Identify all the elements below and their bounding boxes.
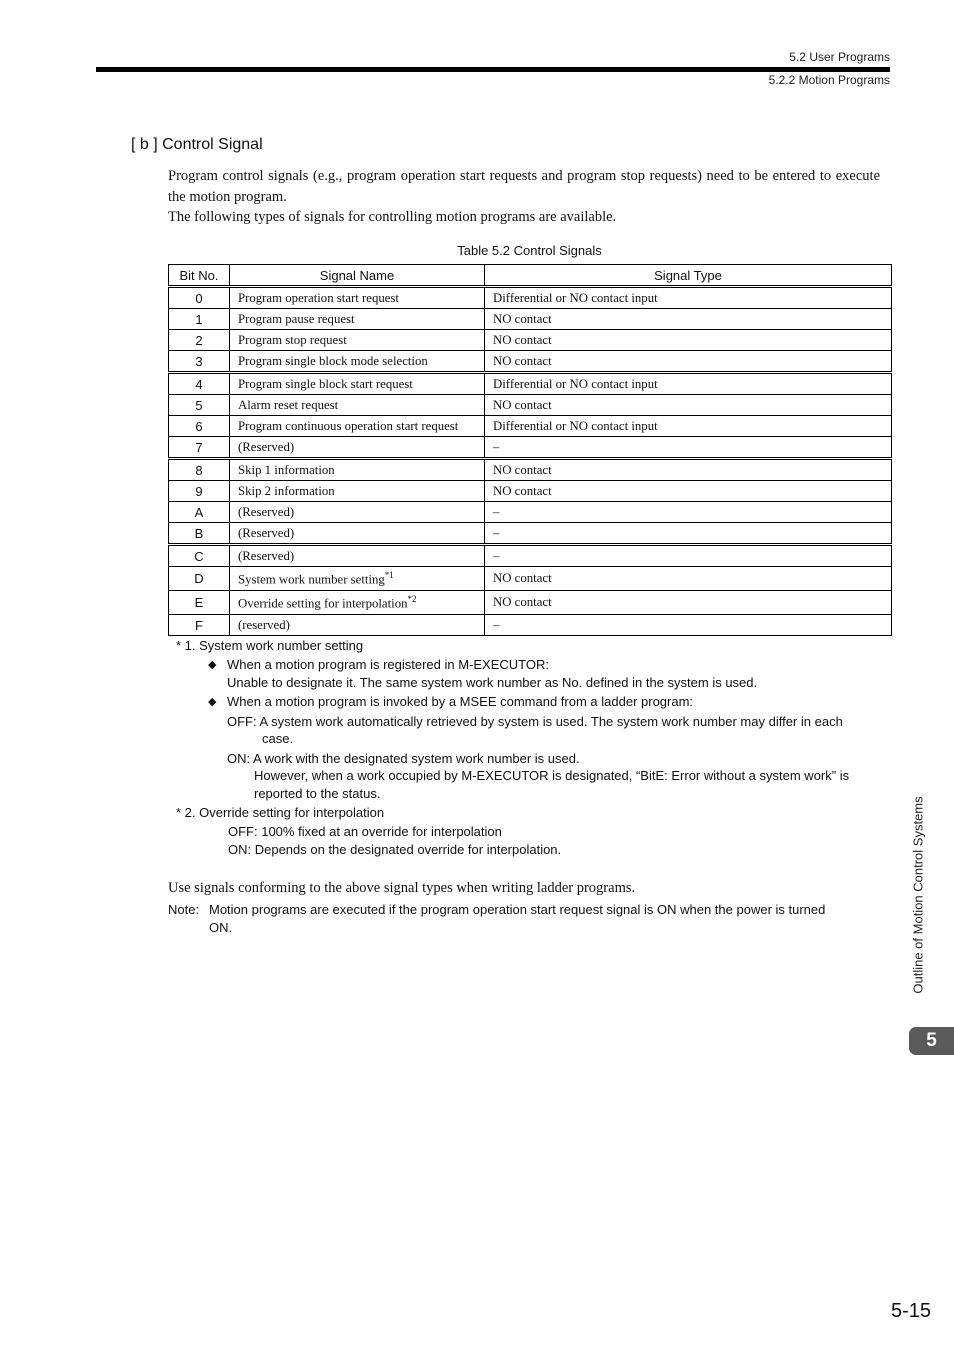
signal-name-cell: Program pause request <box>230 309 485 330</box>
table-row <box>169 309 892 330</box>
bit-cell: D <box>169 567 230 591</box>
footnote-1-bullet-1: When a motion program is registered in M-EXECUTOR: <box>227 657 549 672</box>
bit-cell: F <box>169 615 230 636</box>
table-header-row <box>169 265 892 287</box>
diamond-bullet-icon: ◆ <box>208 659 217 671</box>
bit-cell: 6 <box>169 416 230 437</box>
signal-name-cell: Skip 2 information <box>230 481 485 502</box>
table-row <box>169 373 892 395</box>
closing-paragraph: Use signals conforming to the above signal types when writing ladder programs. <box>168 880 636 896</box>
signal-name-cell: Skip 1 information <box>230 459 485 481</box>
bit-cell: 8 <box>169 459 230 481</box>
header-section: 5.2 User Programs <box>789 50 890 64</box>
signal-name-cell <box>230 567 485 591</box>
signal-name-cell: Alarm reset request <box>230 395 485 416</box>
signal-name-cell: (Reserved) <box>230 523 485 545</box>
signal-type-cell: – <box>485 545 892 567</box>
bit-cell: A <box>169 502 230 523</box>
signal-name-cell <box>230 591 485 615</box>
signal-type-cell: – <box>485 615 892 636</box>
signal-type-cell: Differential or NO contact input <box>485 373 892 395</box>
diamond-bullet-icon: ◆ <box>208 696 217 708</box>
table-row <box>169 591 892 615</box>
types-paragraph: The following types of signals for controlling motion programs are available. <box>168 209 617 225</box>
table-row <box>169 330 892 351</box>
table-row <box>169 395 892 416</box>
bit-cell: E <box>169 591 230 615</box>
bit-cell: 0 <box>169 287 230 309</box>
footnote-1-title: * 1. System work number setting <box>176 638 364 653</box>
header-signal-name: Signal Name <box>230 265 485 287</box>
bit-cell: 4 <box>169 373 230 395</box>
signal-type-cell: NO contact <box>485 567 892 591</box>
intro-paragraph: Program control signals (e.g., program operation start requests and program stop requests) need to be entered to execute the motion program. <box>168 168 880 205</box>
footnote-2-off: OFF: 100% fixed at an override for interpolation <box>228 824 502 839</box>
signal-type-cell: NO contact <box>485 351 892 373</box>
signal-name-cell: Program stop request <box>230 330 485 351</box>
bit-cell: B <box>169 523 230 545</box>
header-bit-no: Bit No. <box>169 265 230 287</box>
table-row <box>169 437 892 459</box>
signal-type-cell: NO contact <box>485 309 892 330</box>
table-row <box>169 545 892 567</box>
note-text: Motion programs are executed if the program operation start request signal is ON when the power is turned ON. <box>209 902 826 935</box>
header-subsection: 5.2.2 Motion Programs <box>768 73 890 87</box>
signal-type-cell: – <box>485 502 892 523</box>
bit-cell: 7 <box>169 437 230 459</box>
footnote-2-on: ON: Depends on the designated override for interpolation. <box>228 842 562 857</box>
signal-type-cell: Differential or NO contact input <box>485 287 892 309</box>
signal-type-cell: – <box>485 523 892 545</box>
signal-name-cell: Program operation start request <box>230 287 485 309</box>
section-heading: [ b ] Control Signal <box>131 136 263 153</box>
note-label: Note: <box>168 902 200 917</box>
footnote-1-bullet-2: When a motion program is invoked by a MSEE command from a ladder program: <box>227 694 694 709</box>
footnote-marker: *1 <box>384 569 394 580</box>
table-row <box>169 502 892 523</box>
table-row <box>169 523 892 545</box>
signal-type-cell: NO contact <box>485 330 892 351</box>
footnote-1-on-detail: However, when a work occupied by M-EXECUTOR is designated, “BitE: Error without a system work” is reported to the status. <box>254 768 850 801</box>
table-row <box>169 615 892 636</box>
signal-name-cell: (reserved) <box>230 615 485 636</box>
footnote-2-title: * 2. Override setting for interpolation <box>176 805 385 820</box>
table-row <box>169 351 892 373</box>
bit-cell: 1 <box>169 309 230 330</box>
table-row <box>169 481 892 502</box>
bit-cell: 2 <box>169 330 230 351</box>
signal-name-cell: Program single block mode selection <box>230 351 485 373</box>
signal-type-cell: NO contact <box>485 481 892 502</box>
footnote-marker: *2 <box>407 593 417 604</box>
table-row <box>169 459 892 481</box>
page-number: 5-15 <box>890 1300 931 1322</box>
signal-name-cell: (Reserved) <box>230 502 485 523</box>
signal-name-cell: Program continuous operation start request <box>230 416 485 437</box>
signal-name-cell: (Reserved) <box>230 545 485 567</box>
signal-type-cell: NO contact <box>485 395 892 416</box>
footnote-1-bullet-1-detail: Unable to designate it. The same system work number as No. defined in the system is used. <box>227 675 758 690</box>
chapter-side-label: Outline of Motion Control Systems <box>910 796 926 994</box>
footnote-1-off: OFF: A system work automatically retrieved by system is used. The system work number may differ in each <box>227 714 843 729</box>
bit-cell: 9 <box>169 481 230 502</box>
bit-cell: 3 <box>169 351 230 373</box>
control-signals-table <box>168 264 892 636</box>
signal-type-cell: – <box>485 437 892 459</box>
table-row <box>169 287 892 309</box>
table-caption: Table 5.2 Control Signals <box>457 243 602 258</box>
signal-name-text: System work number setting <box>238 572 385 587</box>
signal-type-cell: Differential or NO contact input <box>485 416 892 437</box>
chapter-tab: 5 <box>909 1027 954 1055</box>
signal-name-cell: Program single block start request <box>230 373 485 395</box>
signal-name-cell: (Reserved) <box>230 437 485 459</box>
header-signal-type: Signal Type <box>485 265 892 287</box>
table-row <box>169 567 892 591</box>
footnote-1-on: ON: A work with the designated system work number is used. <box>227 751 580 766</box>
table-row <box>169 416 892 437</box>
signal-name-text: Override setting for interpolation <box>238 596 408 611</box>
bit-cell: C <box>169 545 230 567</box>
footnote-1-off-continued: case. <box>262 731 294 746</box>
bit-cell: 5 <box>169 395 230 416</box>
signal-type-cell: NO contact <box>485 591 892 615</box>
signal-type-cell: NO contact <box>485 459 892 481</box>
header-rule <box>96 67 890 72</box>
